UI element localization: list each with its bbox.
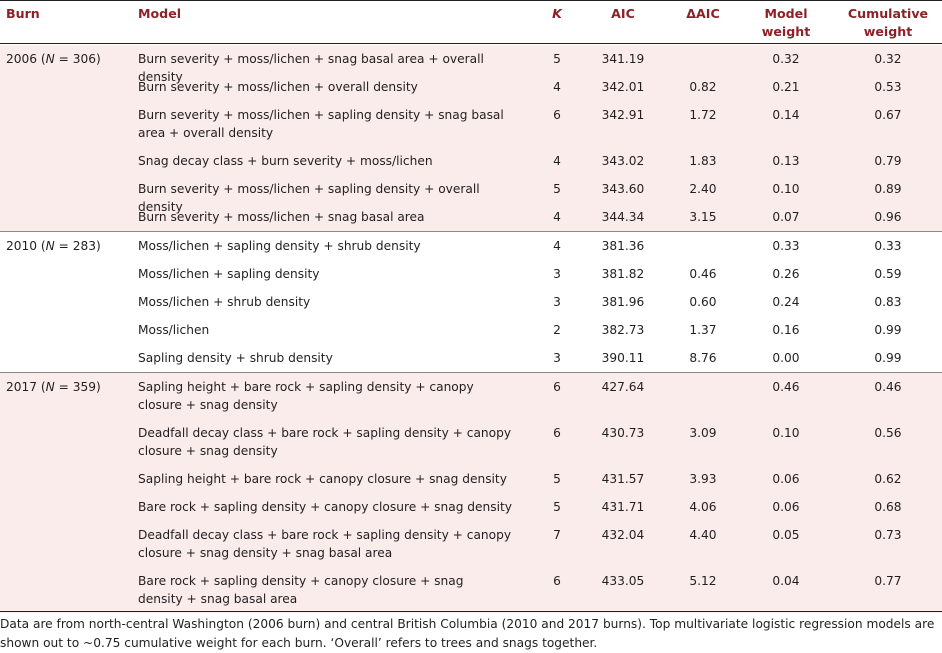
model-weight-cell: 0.14: [772, 108, 800, 122]
aic-cell: 433.05: [601, 574, 645, 588]
k-cell: 7: [553, 528, 561, 542]
model-cell: Bare rock + sapling density + canopy closure + snag density: [138, 500, 512, 514]
aic-cell: 342.01: [601, 80, 645, 94]
aic-cell: 431.57: [601, 472, 645, 486]
k-cell: 3: [553, 351, 561, 365]
model-weight-cell: 0.07: [772, 210, 800, 224]
model-cell: Sapling density + shrub density: [138, 351, 333, 365]
aic-cell: 427.64: [601, 380, 645, 394]
table-row: [0, 175, 942, 214]
table-row: [0, 288, 942, 316]
table-row: [0, 45, 942, 84]
table-row: [0, 203, 942, 231]
group-divider: [0, 231, 942, 232]
burn-group-2010: [0, 232, 942, 372]
k-cell: 6: [553, 108, 561, 122]
cumulative-weight-cell: 0.89: [874, 182, 902, 196]
k-cell: 4: [553, 80, 561, 94]
header-k: K: [552, 6, 562, 21]
delta-aic-cell: 2.40: [689, 182, 717, 196]
aic-cell: 381.96: [601, 295, 645, 309]
k-cell: 5: [553, 500, 561, 514]
k-cell: 6: [553, 380, 561, 394]
k-cell: 3: [553, 267, 561, 281]
cumulative-weight-cell: 0.96: [874, 210, 902, 224]
model-weight-cell: 0.33: [772, 239, 800, 253]
delta-aic-cell: 1.37: [689, 323, 717, 337]
model-cell: Moss/lichen: [138, 323, 210, 337]
model-cell: Moss/lichen + sapling density: [138, 267, 320, 281]
delta-aic-cell: 0.60: [689, 295, 717, 309]
cumulative-weight-cell: 0.59: [874, 267, 902, 281]
table-top-rule: [0, 0, 942, 1]
table-bottom-rule: [0, 611, 942, 612]
model-cell: Sapling height + bare rock + canopy closure + snag density: [138, 472, 507, 486]
aic-cell: 381.82: [601, 267, 645, 281]
burn-year: 2006: [6, 52, 38, 66]
burn-label: 2006 (N = 306): [6, 52, 101, 66]
aic-cell: 432.04: [601, 528, 645, 542]
model-weight-cell: 0.32: [772, 52, 800, 66]
model-weight-cell: 0.05: [772, 528, 800, 542]
sample-size-value: 359: [72, 380, 97, 394]
k-cell: 4: [553, 154, 561, 168]
model-weight-cell: 0.13: [772, 154, 800, 168]
k-cell: 5: [553, 182, 561, 196]
cumulative-weight-cell: 0.77: [874, 574, 902, 588]
cumulative-weight-cell: 0.99: [874, 323, 902, 337]
delta-aic-cell: 4.06: [689, 500, 717, 514]
sample-size-symbol: N: [45, 239, 55, 253]
delta-aic-cell: 3.15: [689, 210, 717, 224]
k-cell: 3: [553, 295, 561, 309]
header-burn: Burn: [6, 6, 40, 21]
cumulative-weight-cell: 0.83: [874, 295, 902, 309]
cumulative-weight-cell: 0.62: [874, 472, 902, 486]
delta-aic-cell: 8.76: [689, 351, 717, 365]
table-row: [0, 419, 942, 465]
delta-aic-cell: 0.46: [689, 267, 717, 281]
model-weight-cell: 0.16: [772, 323, 800, 337]
aic-cell: 390.11: [601, 351, 645, 365]
aic-cell: 343.02: [601, 154, 645, 168]
model-cell: Burn severity + moss/lichen + sapling density + snag basal area + overall density: [138, 108, 504, 140]
header-aic: AIC: [611, 6, 635, 21]
k-cell: 5: [553, 472, 561, 486]
model-cell: Moss/lichen + shrub density: [138, 295, 311, 309]
delta-aic-cell: 0.82: [689, 80, 717, 94]
header-delta-aic: ΔAIC: [686, 6, 720, 21]
cumulative-weight-cell: 0.73: [874, 528, 902, 542]
aic-cell: 381.36: [601, 239, 645, 253]
burn-year: 2017: [6, 380, 38, 394]
model-cell: Deadfall decay class + bare rock + sapling density + canopy closure + snag density: [138, 426, 512, 458]
model-weight-cell: 0.24: [772, 295, 800, 309]
sample-size-value: 283: [72, 239, 97, 253]
k-cell: 4: [553, 210, 561, 224]
burn-label: 2010 (N = 283): [6, 239, 101, 253]
model-weight-cell: 0.04: [772, 574, 800, 588]
delta-aic-cell: 1.72: [689, 108, 717, 122]
model-cell: Deadfall decay class + bare rock + sapling density + canopy closure + snag density + snag basal area: [138, 528, 512, 560]
header-model: Model: [138, 6, 182, 21]
cumulative-weight-cell: 0.56: [874, 426, 902, 440]
k-cell: 5: [553, 52, 561, 66]
delta-aic-cell: 3.93: [689, 472, 717, 486]
delta-aic-cell: 1.83: [689, 154, 717, 168]
sample-size-value: 306: [72, 52, 97, 66]
aic-cell: 431.71: [601, 500, 645, 514]
aic-cell: 341.19: [601, 52, 645, 66]
model-cell: Burn severity + moss/lichen + overall density: [138, 80, 418, 94]
aic-cell: 344.34: [601, 210, 645, 224]
table-row: [0, 373, 942, 419]
model-cell: Burn severity + moss/lichen + snag basal area: [138, 210, 425, 224]
table-header-row: [0, 5, 942, 41]
sample-size-symbol: N: [45, 52, 55, 66]
cumulative-weight-cell: 0.79: [874, 154, 902, 168]
burn-group-2017: [0, 373, 942, 613]
delta-aic-cell: 3.09: [689, 426, 717, 440]
table-row: [0, 493, 942, 521]
cumulative-weight-cell: 0.33: [874, 239, 902, 253]
header-bottom-rule: [0, 43, 942, 44]
model-weight-cell: 0.00: [772, 351, 800, 365]
aic-cell: 382.73: [601, 323, 645, 337]
table-row: [0, 316, 942, 344]
aic-cell: 430.73: [601, 426, 645, 440]
table-row: [0, 465, 942, 493]
table-row: [0, 567, 942, 613]
model-weight-cell: 0.10: [772, 426, 800, 440]
aic-cell: 343.60: [601, 182, 645, 196]
model-cell: Burn severity + moss/lichen + sapling density + overall density: [138, 182, 480, 214]
model-cell: Moss/lichen + sapling density + shrub density: [138, 239, 421, 253]
table-row: [0, 344, 942, 372]
burn-year: 2010: [6, 239, 38, 253]
model-weight-cell: 0.21: [772, 80, 800, 94]
table-footnote: Data are from north-central Washington (2006 burn) and central British Columbia (2010 and 2017 burns). Top multivariate logistic regression models are shown out to ~0.75 cumulative weight for each burn. ‘Overall’ refers to trees and snags together.: [0, 617, 935, 650]
model-weight-cell: 0.26: [772, 267, 800, 281]
k-cell: 6: [553, 574, 561, 588]
cumulative-weight-cell: 0.46: [874, 380, 902, 394]
model-weight-cell: 0.06: [772, 472, 800, 486]
table-row: [0, 101, 942, 147]
cumulative-weight-cell: 0.99: [874, 351, 902, 365]
model-cell: Snag decay class + burn severity + moss/lichen: [138, 154, 433, 168]
model-cell: Bare rock + sapling density + canopy closure + snag density + snag basal area: [138, 574, 464, 606]
model-weight-cell: 0.06: [772, 500, 800, 514]
k-cell: 6: [553, 426, 561, 440]
cumulative-weight-cell: 0.53: [874, 80, 902, 94]
group-divider: [0, 372, 942, 373]
cumulative-weight-cell: 0.32: [874, 52, 902, 66]
sample-size-symbol: N: [45, 380, 55, 394]
table-row: [0, 521, 942, 567]
cumulative-weight-cell: 0.68: [874, 500, 902, 514]
burn-label: 2017 (N = 359): [6, 380, 101, 394]
table-row: [0, 147, 942, 175]
delta-aic-cell: 4.40: [689, 528, 717, 542]
aic-cell: 342.91: [601, 108, 645, 122]
model-cell: Burn severity + moss/lichen + snag basal area + overall density: [138, 52, 484, 84]
model-cell: Sapling height + bare rock + sapling density + canopy closure + snag density: [138, 380, 474, 412]
delta-aic-cell: 5.12: [689, 574, 717, 588]
header-cumulative-weight: Cumulative weight: [847, 6, 929, 39]
k-cell: 2: [553, 323, 561, 337]
model-weight-cell: 0.10: [772, 182, 800, 196]
table-row: [0, 232, 942, 260]
table-row: [0, 73, 942, 101]
header-model-weight: Model weight: [761, 6, 811, 39]
cumulative-weight-cell: 0.67: [874, 108, 902, 122]
burn-group-2006: [0, 45, 942, 231]
model-weight-cell: 0.46: [772, 380, 800, 394]
table-row: [0, 260, 942, 288]
k-cell: 4: [553, 239, 561, 253]
